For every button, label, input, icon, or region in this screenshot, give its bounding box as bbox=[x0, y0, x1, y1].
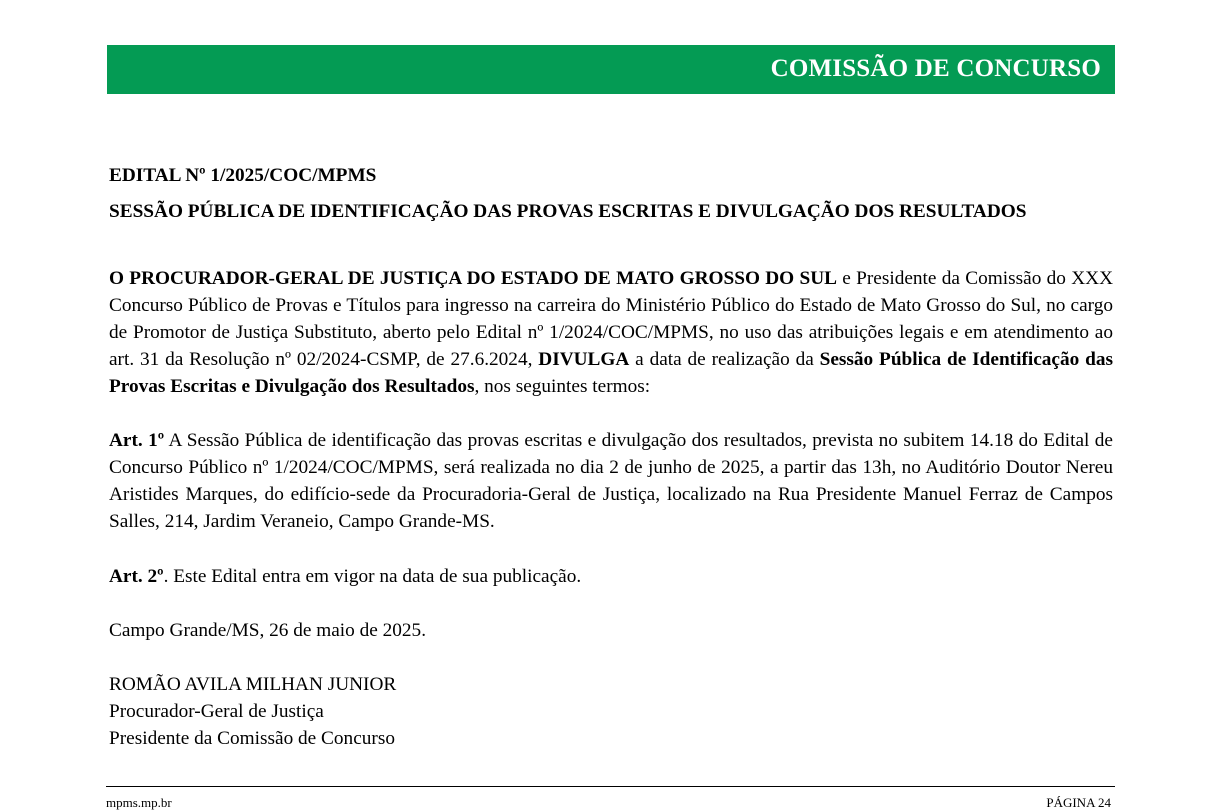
article-2-text: . Este Edital entra em vigor na data de sua publicação. bbox=[163, 566, 582, 587]
header-title: COMISSÃO DE CONCURSO bbox=[770, 55, 1101, 82]
preamble-paragraph bbox=[109, 265, 1113, 400]
signature-role-1: Procurador-Geral de Justiça bbox=[109, 701, 324, 722]
article-2-label: Art. 2º bbox=[109, 566, 164, 587]
signature-name: ROMÃO AVILA MILHAN JUNIOR bbox=[109, 674, 397, 695]
footer-page-number: PÁGINA 24 bbox=[1046, 795, 1111, 810]
footer-site: mpms.mp.br bbox=[106, 795, 172, 810]
edital-subject: SESSÃO PÚBLICA DE IDENTIFICAÇÃO DAS PROVAS ESCRITAS E DIVULGAÇÃO DOS RESULTADOS bbox=[109, 201, 1027, 222]
place-date: Campo Grande/MS, 26 de maio de 2025. bbox=[109, 620, 427, 641]
article-2 bbox=[109, 563, 1113, 590]
header-bar bbox=[107, 45, 1115, 94]
edital-number: EDITAL Nº 1/2025/COC/MPMS bbox=[109, 165, 377, 186]
article-1-label: Art. 1º bbox=[109, 430, 165, 451]
preamble-verb: DIVULGA bbox=[538, 349, 630, 370]
preamble-text-1: e Presidente da Comissão do XXX Concurso Público de Provas e Títulos para ingresso na carreira do Ministério Público do Estado de Mato Grosso do Sul, no cargo de Promotor de Justiça Substituto, aberto pelo Edital nº 1/2024/COC/MPMS, no uso das atribuições legais e em atendimento ao art. 31 da Resolução nº 02/2024-CSMP, de 27.6.2024, bbox=[109, 268, 1113, 370]
article-1 bbox=[109, 427, 1113, 535]
preamble-session-name: Sessão Pública de Identificação das Provas Escritas e Divulgação dos Resultados bbox=[109, 349, 1113, 397]
article-1-text: A Sessão Pública de identificação das provas escritas e divulgação dos resultados, prevista no subitem 14.18 do Edital de Concurso Público nº 1/2024/COC/MPMS, será realizada no dia 2 de junho de 2025, a partir das 13h, no Auditório Doutor Nereu Aristides Marques, do edifício-sede da Procuradoria-Geral de Justiça, localizado na Rua Presidente Manuel Ferraz de Campos Salles, 214, Jardim Veraneio, Campo Grande-MS. bbox=[109, 430, 1113, 532]
preamble-authority: O PROCURADOR-GERAL DE JUSTIÇA DO ESTADO DE MATO GROSSO DO SUL bbox=[109, 268, 837, 289]
preamble-text-2: a data de realização da bbox=[629, 349, 820, 370]
preamble-text-3: , nos seguintes termos: bbox=[474, 376, 651, 397]
footer-divider bbox=[106, 786, 1115, 787]
signature-role-2: Presidente da Comissão de Concurso bbox=[109, 728, 395, 749]
